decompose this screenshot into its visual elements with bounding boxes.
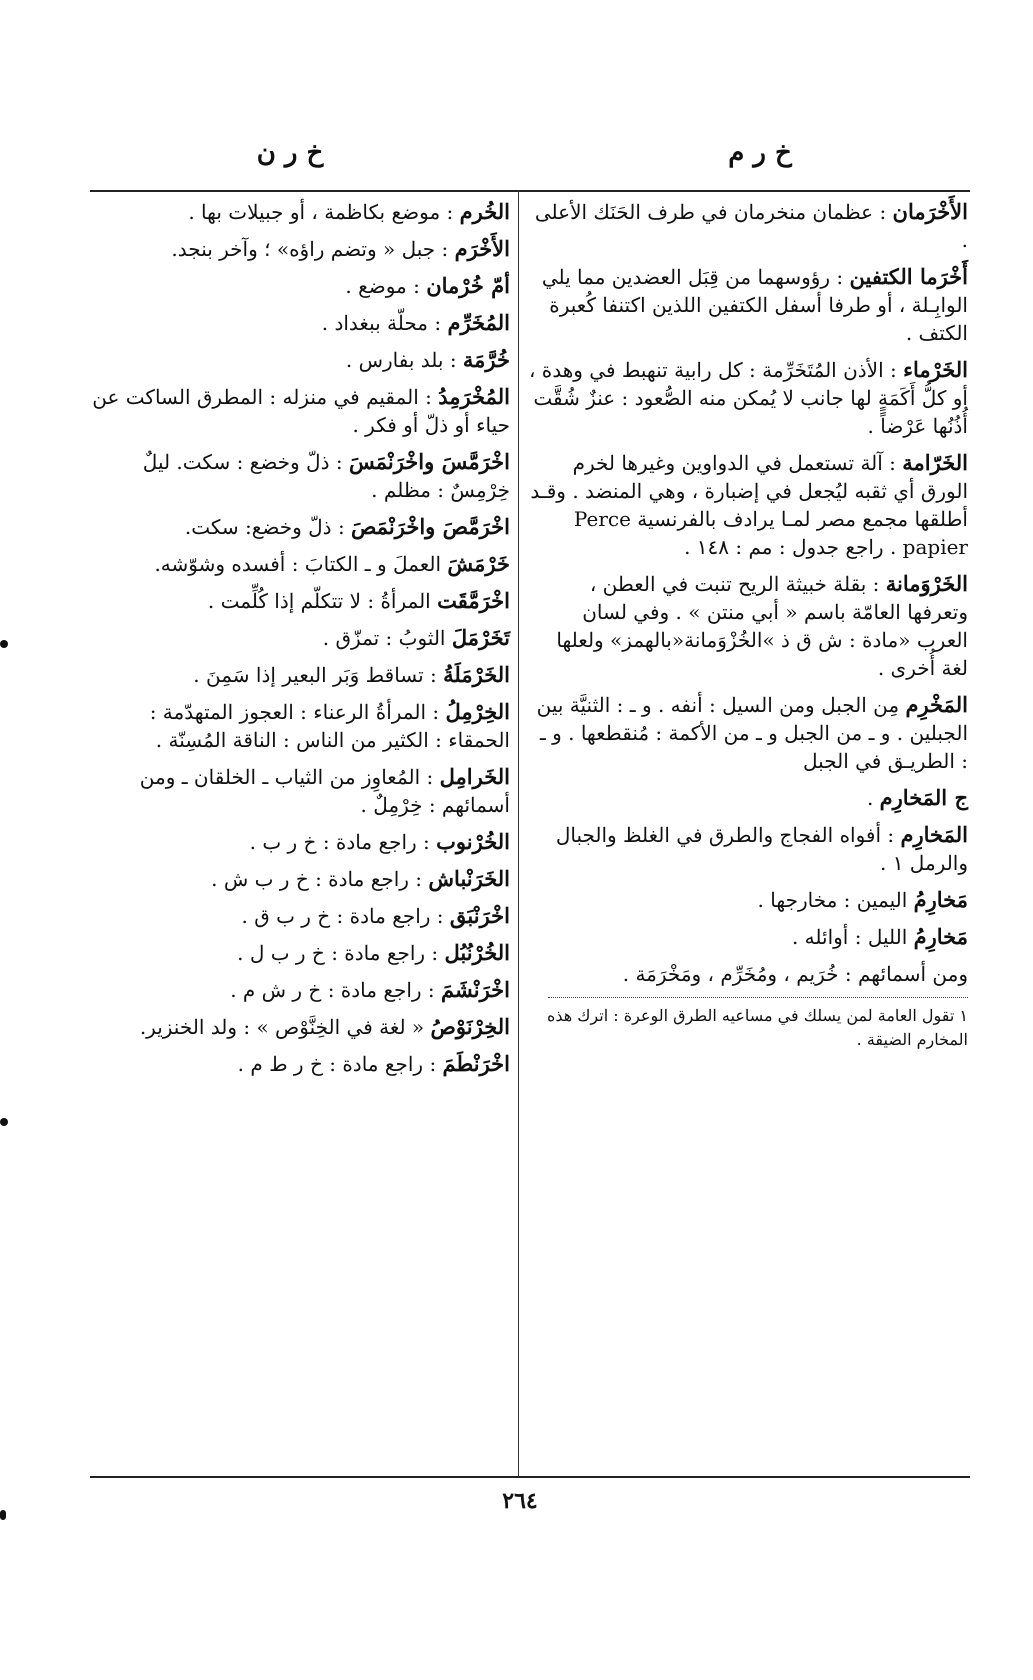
headword: الخَرَنْباش xyxy=(428,866,510,891)
headword: المُخَرِّم xyxy=(447,310,510,335)
page-number: ٢٦٤ xyxy=(502,1488,538,1514)
headword: الأَخْرَمان xyxy=(892,199,968,224)
entry xyxy=(92,902,510,930)
entry xyxy=(528,960,968,988)
definition: « لغة في الخِنَّوْص » : ولد الخنزير. xyxy=(139,1015,425,1039)
headword: أَخْرَما الكتفين xyxy=(849,264,968,289)
headword: اخْرَمَّقَت xyxy=(437,588,510,613)
headword: الخَرْوَمانة xyxy=(885,571,968,596)
definition: : راجع مادة : خ ر ط م . xyxy=(237,1052,437,1076)
definition: : ذلّ وخضع : سكت. ليلٌ خِرْمِسٌ : مظلم . xyxy=(142,450,510,502)
bottom-rule xyxy=(90,1476,970,1478)
entry xyxy=(528,198,968,254)
entry xyxy=(92,272,510,300)
definition: : الأذن المُتَخَرِّمة : كل رابية تنهبط في وهدة ، أو كلُّ أَكَمَةٍ لها جانب لا يُمكن منه الصُّعود : عنزٌ شُقَّت أُذُنُها عَرْضاً . xyxy=(528,358,968,438)
definition: : محلّة ببغداد . xyxy=(321,311,442,335)
entry xyxy=(92,865,510,893)
headword: المَخْرِم xyxy=(905,692,968,717)
headword: المَخارِم xyxy=(900,822,968,847)
entry xyxy=(528,263,968,347)
entry xyxy=(528,923,968,951)
definition: مِن الجبل ومن السيل : أنفه . و ـ : الثنيَّة بين الجبلين . و ـ من الجبل و ـ من الأكمة : مُنقطعها . و ـ : الطريـق في الجبل xyxy=(536,693,968,773)
headword: خَرْمَشَ xyxy=(447,551,510,576)
root-header-right: خ ر م xyxy=(728,138,792,168)
headword: الخَرْمَلَةُ xyxy=(443,662,510,687)
definition: : راجع مادة : خ ر ش م . xyxy=(230,978,435,1002)
entry xyxy=(528,449,968,561)
footnote-separator xyxy=(548,997,968,998)
definition: : موضع بكاظمة ، أو جبيلات بها . xyxy=(188,200,454,224)
headword: الخُرْنُبُل xyxy=(444,940,510,965)
headword: خُرَّمَة xyxy=(462,347,510,372)
headword: الخِرْمِلُ xyxy=(445,699,510,724)
definition: اليمين : مخارجها . xyxy=(757,888,908,912)
headword: الخَرْماء xyxy=(903,357,968,382)
margin-mark xyxy=(0,1118,8,1126)
entry xyxy=(92,309,510,337)
entry xyxy=(92,1013,510,1041)
definition: العملَ و ـ الكتابَ : أفسده وشوّشه. xyxy=(154,552,442,576)
entry xyxy=(92,346,510,374)
definition: : بلد بفارس . xyxy=(345,348,457,372)
entry xyxy=(92,198,510,226)
headword: اخْرَمَّصَ واخْرَنْمَصَ xyxy=(351,514,510,539)
entry xyxy=(528,570,968,682)
definition: : آلة تستعمل في الدواوين وغيرها لخرم الورق أي ثقبه ليُجعل في إضبارة ، وهي المنضد . وقـد أطلقها مجمع مصر لمـا يرادف بالفرنسية Perce papier . راجع جدول : مم : ١٤٨ . xyxy=(530,451,968,559)
headword: أمّ خُرْمان xyxy=(426,273,510,298)
headword: الأَخْرَم xyxy=(454,236,510,261)
headword: الخَرامِل xyxy=(439,764,510,789)
entry xyxy=(92,698,510,754)
definition: : جبل « وتضم راؤه» ؛ وآخر بنجد. xyxy=(171,237,449,261)
entry xyxy=(92,513,510,541)
footnote: ١ تقول العامة لمن يسلك في مساعيه الطرق الوعرة : اترك هذه المخارم الضيقة . xyxy=(546,1006,968,1049)
headword: اخْرَنْشَمَ xyxy=(441,977,510,1002)
definition: : أفواه الفجاج والطرق في الغلظ والجبال والرمل ١ . xyxy=(555,823,968,875)
entry xyxy=(92,235,510,263)
definition: : المقيم في منزله : المطرق الساكت عن حياء أو ذلّ أو فكر . xyxy=(92,385,510,437)
definition: : عظمان منخرمان في طرف الحَنَك الأعلى . xyxy=(534,200,968,252)
headword: الخُرْنوب xyxy=(436,829,510,854)
entry xyxy=(528,356,968,440)
headword: اخْرَنْطَمَ xyxy=(442,1051,510,1076)
definition: : راجع مادة : خ ر ب ق . xyxy=(241,904,444,928)
definition: : بقلة خبيثة الريح تنبت في العطن ، وتعرفها العامّة باسم « أبي منتن » . وفي لسان العرب «مادة : ش ق ذ »الخُزْوَمانة«بالهمز» ولعلها لغة أُخرى . xyxy=(556,572,968,680)
headword: تَخَرْمَلَ xyxy=(451,625,510,650)
definition: . xyxy=(866,786,874,810)
right-column xyxy=(528,198,968,1052)
definition: : راجع مادة : خ ر ب ل . xyxy=(237,941,439,965)
top-rule xyxy=(90,190,970,192)
headword: اخْرَنْبَق xyxy=(449,903,510,928)
definition: : راجع مادة : خ ر ب . xyxy=(249,830,430,854)
column-divider xyxy=(518,190,519,1476)
definition: : راجع مادة : خ ر ب ش . xyxy=(211,867,423,891)
entry xyxy=(92,976,510,1004)
entry xyxy=(92,1050,510,1078)
left-column xyxy=(92,198,510,1087)
entry xyxy=(528,821,968,877)
definition: ومن أسمائهم : خُرَيم ، ومُخَرِّم ، ومَخْرَمَة . xyxy=(622,962,968,986)
entry xyxy=(528,784,968,812)
headword: الخُرم xyxy=(459,199,510,224)
definition: الثوبُ : تمزّق . xyxy=(322,626,446,650)
entry xyxy=(92,448,510,504)
definition: : ذلّ وخضع: سكت. xyxy=(184,515,345,539)
definition: : المرأةُ الرعناء : العجوز المتهدّمة : الحمقاء : الكثير من الناس : الناقة المُسِنّة . xyxy=(149,700,510,752)
entry xyxy=(92,383,510,439)
entry xyxy=(92,550,510,578)
headword: مَخارِمُ xyxy=(913,887,968,912)
definition: : تساقط وَبَر البعير إذا سَمِنَ . xyxy=(193,663,437,687)
entry xyxy=(92,763,510,819)
headword: اخْرَمَّسَ واخْرَنْمَسَ xyxy=(348,449,510,474)
headword: الخِرْنَوْصُ xyxy=(430,1014,510,1039)
definition: المرأةُ : لا تتكلّم إذا كُلِّمت . xyxy=(207,589,431,613)
headword: ج المَخارِم xyxy=(879,785,968,810)
headword: الخَرّامة xyxy=(902,450,968,475)
margin-mark xyxy=(0,640,8,648)
root-header-left: خ ر ن xyxy=(256,138,324,168)
definition: الليل : أوائله . xyxy=(791,925,908,949)
entry xyxy=(92,587,510,615)
entry xyxy=(92,828,510,856)
headword: المُخْرَمِدُ xyxy=(438,384,510,409)
headword: مَخارِمُ xyxy=(913,924,968,949)
entry xyxy=(92,624,510,652)
definition: : رؤوسهما من قِبَل العضدين مما يلي الوابِـلة ، أو طرفا أسفل الكتفين اللذين اكتنفا كُعبرة الكتف . xyxy=(541,265,968,345)
entry xyxy=(528,886,968,914)
entry xyxy=(92,939,510,967)
margin-mark xyxy=(0,1510,6,1520)
entry xyxy=(528,691,968,775)
entry xyxy=(92,661,510,689)
definition: : موضع . xyxy=(345,274,420,298)
definition: : المُعاوِز من الثياب ـ الخلقان ـ ومن أسمائهم : خِرْمِلٌ . xyxy=(139,765,510,817)
